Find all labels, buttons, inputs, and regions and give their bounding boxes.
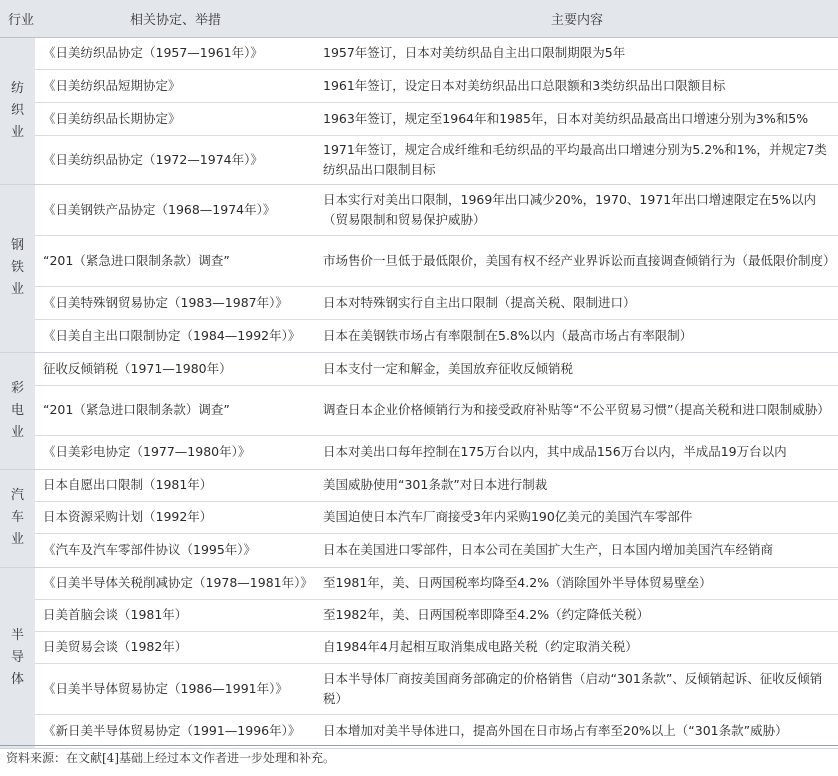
content-cell: 日本实行对美出口限制，1969年出口减少20%，1970、1971年出口增速限定在5%以内（贸易限制和贸易保护威胁） bbox=[316, 184, 838, 235]
table-row bbox=[0, 184, 838, 235]
table-row bbox=[0, 714, 838, 748]
industry-cell-auto: 汽车业 bbox=[0, 469, 35, 567]
content-cell: 1961年签订，设定日本对美纺织品出口总限额和3类纺织品出口限额目标 bbox=[316, 69, 838, 102]
agreement-cell: 《日美半导体贸易协定（1986—1991年）》 bbox=[35, 663, 316, 714]
table-row bbox=[0, 533, 838, 567]
source-note: 资料来源：在文献[4]基础上经过本文作者进一步处理和补充。 bbox=[6, 751, 336, 765]
content-cell: 至1982年，美、日两国税率即降至4.2%（约定降低关税） bbox=[316, 599, 838, 631]
agreement-cell: 《日美纺织品协定（1957—1961年）》 bbox=[35, 37, 316, 69]
table-bottom-rule bbox=[0, 745, 838, 746]
table-row bbox=[0, 469, 838, 501]
agreement-cell: 《日美半导体关税削减协定（1978—1981年）》 bbox=[35, 567, 316, 599]
table-row bbox=[0, 352, 838, 385]
content-cell: 日本对特殊钢实行自主出口限制（提高关税、限制进口） bbox=[316, 286, 838, 319]
table-row bbox=[0, 385, 838, 435]
agreement-cell: 《新日美半导体贸易协定（1991—1996年）》 bbox=[35, 714, 316, 748]
content-cell: 1963年签订，规定至1964年和1985年，日本对美纺织品最高出口增速分别为3%和5% bbox=[316, 102, 838, 135]
table-row bbox=[0, 567, 838, 599]
table-row bbox=[0, 501, 838, 533]
content-cell: 日本对美出口每年控制在175万台以内，其中成品156万台以内，半成品19万台以内 bbox=[316, 435, 838, 469]
content-cell: 1957年签订，日本对美纺织品自主出口限制期限为5年 bbox=[316, 37, 838, 69]
agreement-cell: 日美首脑会谈（1981年） bbox=[35, 599, 316, 631]
agreement-cell: 日本资源采购计划（1992年） bbox=[35, 501, 316, 533]
industry-cell-steel: 钢铁业 bbox=[0, 184, 35, 352]
content-cell: 至1981年，美、日两国税率均降至4.2%（消除国外半导体贸易壁垒） bbox=[316, 567, 838, 599]
agreement-cell: “201（紧急进口限制条款）调查” bbox=[35, 235, 316, 286]
table-row bbox=[0, 435, 838, 469]
content-cell: 美国迫使日本汽车厂商接受3年内采购190亿美元的美国汽车零部件 bbox=[316, 501, 838, 533]
table-row bbox=[0, 663, 838, 714]
agreement-cell: 《日美纺织品长期协定》 bbox=[35, 102, 316, 135]
table-row bbox=[0, 102, 838, 135]
content-cell: 1971年签订，规定合成纤维和毛纺织品的平均最高出口增速分别为5.2%和1%，并规定7类纺织品出口限制目标 bbox=[316, 135, 838, 184]
agreement-cell: 日本自愿出口限制（1981年） bbox=[35, 469, 316, 501]
table-row bbox=[0, 69, 838, 102]
agreement-cell: 《日美纺织品协定（1972—1974年）》 bbox=[35, 135, 316, 184]
content-cell: 日本支付一定和解金，美国放弃征收反倾销税 bbox=[316, 352, 838, 385]
content-cell: 市场售价一旦低于最低限价，美国有权不经产业界诉讼而直接调查倾销行为（最低限价制度） bbox=[316, 235, 838, 286]
table-row bbox=[0, 235, 838, 286]
agreement-cell: “201（紧急进口限制条款）调查” bbox=[35, 385, 316, 435]
table-header-row bbox=[0, 0, 838, 37]
industry-cell-textile: 纺织业 bbox=[0, 37, 35, 184]
table-row bbox=[0, 286, 838, 319]
content-cell: 日本半导体厂商按美国商务部确定的价格销售（启动“301条款”、反倾销起诉、征收反倾销税） bbox=[316, 663, 838, 714]
table-row bbox=[0, 37, 838, 69]
agreement-cell: 《日美特殊钢贸易协定（1983—1987年）》 bbox=[35, 286, 316, 319]
content-cell: 自1984年4月起相互取消集成电路关税（约定取消关税） bbox=[316, 631, 838, 663]
header-industry: 行业 bbox=[0, 0, 35, 37]
content-cell: 日本增加对美半导体进口，提高外国在日市场占有率至20%以上（“301条款”威胁） bbox=[316, 714, 838, 748]
content-cell: 日本在美国进口零部件，日本公司在美国扩大生产，日本国内增加美国汽车经销商 bbox=[316, 533, 838, 567]
header-content: 主要内容 bbox=[316, 0, 838, 37]
table-row bbox=[0, 631, 838, 663]
header-agreements: 相关协定、举措 bbox=[35, 0, 316, 37]
industry-cell-semiconductor: 半导体 bbox=[0, 567, 35, 748]
agreement-cell: 《汽车及汽车零部件协议（1995年）》 bbox=[35, 533, 316, 567]
industry-cell-color-tv: 彩电业 bbox=[0, 352, 35, 469]
content-cell: 日本在美钢铁市场占有率限制在5.8%以内（最高市场占有率限制） bbox=[316, 319, 838, 352]
content-cell: 调查日本企业价格倾销行为和接受政府补贴等“不公平贸易习惯”（提高关税和进口限制威胁） bbox=[316, 385, 838, 435]
table-row bbox=[0, 135, 838, 184]
agreement-cell: 日美贸易会谈（1982年） bbox=[35, 631, 316, 663]
agreement-cell: 《日美纺织品短期协定》 bbox=[35, 69, 316, 102]
table-row bbox=[0, 599, 838, 631]
agreement-cell: 《日美彩电协定（1977—1980年）》 bbox=[35, 435, 316, 469]
agreement-cell: 《日美自主出口限制协定（1984—1992年）》 bbox=[35, 319, 316, 352]
table-row bbox=[0, 319, 838, 352]
content-cell: 美国威胁使用“301条款”对日本进行制裁 bbox=[316, 469, 838, 501]
agreement-cell: 《日美钢铁产品协定（1968—1974年）》 bbox=[35, 184, 316, 235]
agreement-cell: 征收反倾销税（1971—1980年） bbox=[35, 352, 316, 385]
